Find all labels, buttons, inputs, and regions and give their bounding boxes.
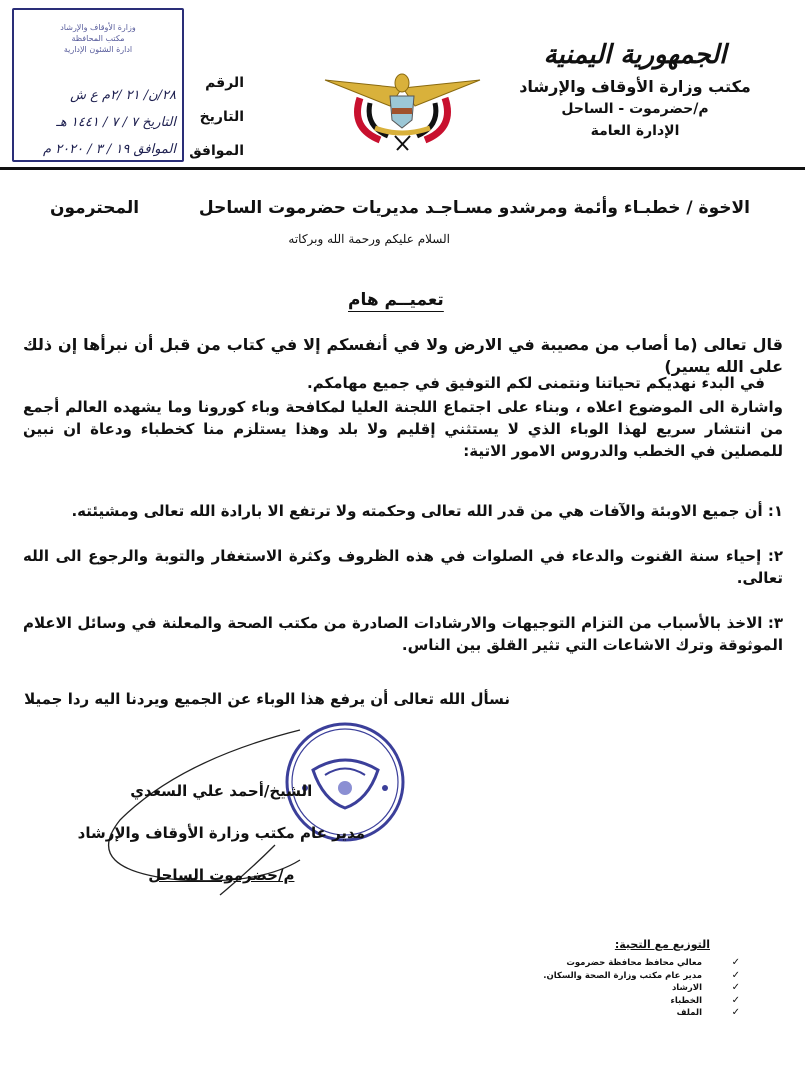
checkmark-icon: ✓ [731, 1007, 740, 1018]
checkmark-icon: ✓ [731, 957, 740, 968]
point-3: ٣: الاخذ بالأسباب من التزام التوجيهات والارشادات الصادرة من مكتب الصحة والمعلنة في وسائل الاعلام الموثوقة وترك الاشاعات التي تثير القلق بين الناس. [23, 614, 783, 654]
checkmark-icon: ✓ [731, 994, 740, 1006]
distribution-title: التوزيع مع التحية: [614, 938, 710, 951]
signatory-name: الشيخ/أحمد علي السعدي [130, 782, 313, 800]
addressee-name: الاخوة / خطبـاء وأئمة ومرشدو مسـاجـد مديريات حضرموت الساحل [198, 198, 750, 218]
checkmark-icon: ✓ [731, 969, 740, 981]
distribution-item [470, 969, 740, 983]
hijri-date: التاريخ ٧ / ٧ / ١٤٤١ هـ [56, 115, 176, 130]
quran-verse: قال تعالى (ما أصاب من مصيبة في الارض ولا في أنفسكم إلا في كتاب من قبل أن نبرأها إن ذلك على الله يسير) [23, 335, 783, 376]
distribution-list [470, 938, 740, 1020]
gregorian-label: الموافق [189, 143, 244, 159]
stamp-header-line: ادارة الشئون الإدارية [63, 45, 133, 54]
number-label: الرقم [205, 75, 244, 91]
office-name: مكتب وزارة الأوقاف والإرشاد [519, 77, 751, 96]
point-1: ١: أن جميع الاوبئة والآفات هي من قدر الله تعالى وحكمته ولا ترتفع الا بارادة الله تعالى ومشيئته. [71, 502, 783, 520]
reference-number: ٢٨/ن/ ٢١ /٢م ع ش [70, 88, 176, 103]
addressee-line [50, 198, 750, 218]
distribution-item [470, 1007, 740, 1020]
date-label: التاريخ [199, 109, 244, 125]
reference-labels [182, 66, 244, 168]
greeting: السلام عليكم ورحمة الله وبركاته [288, 232, 450, 246]
distribution-item-label: الملف [676, 1008, 702, 1018]
yemen-emblem-icon [320, 58, 485, 153]
department-name: الإدارة العامة [590, 123, 680, 139]
signatory-location: م/حضرموت الساحل [148, 866, 295, 884]
letterhead [505, 40, 765, 142]
stamp-header-line: مكتب المحافظة [71, 34, 125, 43]
distribution-item-label: الخطباء [670, 995, 702, 1006]
distribution-item [470, 994, 740, 1008]
stamp-header-line: وزارة الأوقاف والإرشاد [60, 23, 136, 32]
distribution-item-label: مدير عام مكتب وزارة الصحة والسكان. [543, 970, 702, 981]
subject-title: تعميــم هام [348, 290, 444, 310]
intro-text: في البدء نهديكم تحياتنا ونتمنى لكم التوفيق في جميع مهامكم. [307, 374, 765, 392]
gregorian-date: الموافق ١٩ / ٣ / ٢٠٢٠ م [43, 142, 176, 157]
distribution-item-label: معالي محافظ محافظة حضرموت [566, 958, 702, 968]
registry-stamp [12, 8, 184, 162]
governorate-name: م/حضرموت - الساحل [561, 101, 709, 117]
signature-block [78, 770, 365, 896]
closing-prayer: نسأل الله تعالى أن يرفع هذا الوباء عن الجميع ويردنا اليه ردا جميلا [24, 690, 510, 708]
signatory-title: مدير عام مكتب وزارة الأوقاف والإرشاد [77, 824, 365, 842]
addressee-honorific: المحترمون [50, 198, 140, 218]
distribution-item-label: الارشاد [671, 983, 702, 993]
point-2: ٢: إحياء سنة القنوت والدعاء في الصلوات في هذه الظروف وكثرة الاستغفار والتوبة والرجوع الى الله تعالى. [23, 547, 783, 587]
distribution-item [470, 957, 740, 970]
main-paragraph: واشارة الى الموضوع اعلاه ، وبناء على اجتماع اللجنة العليا لمكافحة وباء كورونا وما يشهده العالم أجمع من انتشار سريع لهذا الوباء الذي لا يستثني إقليم ولا بلد وهذا يستلزم منا كخطباء ودعاة ان نبين للمصلين في الخطب والدروس الامور الاتية: [23, 398, 783, 460]
header-divider [0, 167, 805, 170]
republic-title: الجمهورية اليمنية [543, 40, 727, 70]
checkmark-icon: ✓ [731, 982, 740, 993]
distribution-item [470, 982, 740, 995]
